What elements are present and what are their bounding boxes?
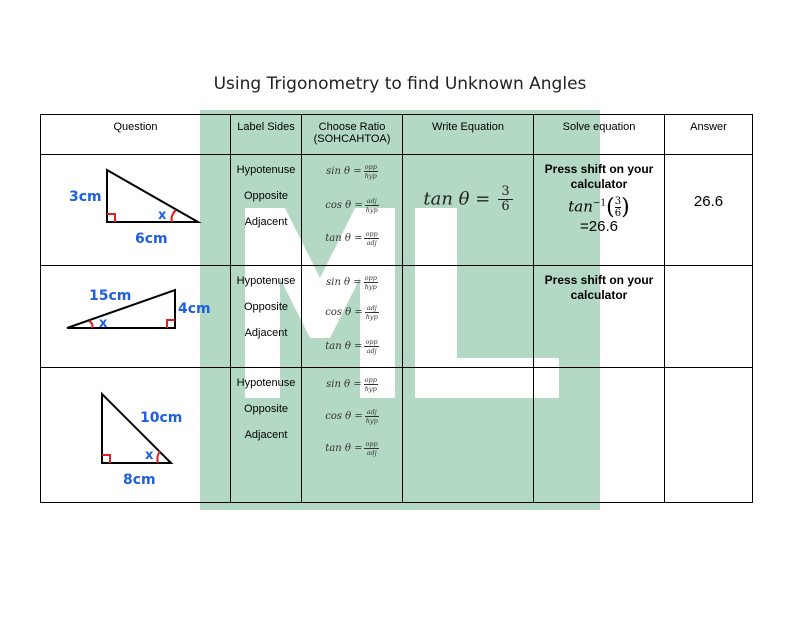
header-choose-ratio-line2: (SOHCAHTOA)	[313, 133, 391, 145]
triangle-3-angle-label: x	[145, 448, 154, 463]
ratio-sin-label: sin θ =	[326, 166, 362, 177]
label-opposite: Opposite	[243, 403, 289, 415]
inverse-fn: tan	[568, 197, 593, 216]
solve-instruction-2: Press shift on your calculator	[544, 273, 654, 302]
ratio-cell-2	[302, 266, 403, 368]
ratio-cos-den: hyp	[365, 313, 378, 321]
triangle-1-side-a: 3cm	[69, 189, 102, 205]
ratio-cos-den: hyp	[365, 417, 378, 425]
ratio-tan-num: opp	[365, 338, 378, 346]
label-opposite: Opposite	[243, 301, 289, 313]
label-adjacent: Adjacent	[244, 216, 288, 228]
equation-cell-2	[403, 266, 534, 368]
label-sides-cell-3	[231, 368, 302, 503]
solve-instruction-1: Press shift on your calculator	[544, 162, 654, 191]
ratio-tan	[302, 440, 402, 457]
ratio-sin-den: hyp	[364, 172, 377, 180]
ratio-cos-label: cos θ =	[325, 200, 363, 211]
question-cell-2	[41, 266, 231, 368]
ratio-tan	[302, 338, 402, 355]
header-row	[41, 115, 753, 155]
ratio-cell-3	[302, 368, 403, 503]
label-opposite: Opposite	[243, 190, 289, 202]
ratio-tan-label: tan θ =	[325, 443, 363, 454]
triangle-3-side-a: 10cm	[140, 410, 183, 426]
triangle-diagram-2	[41, 266, 230, 362]
ratio-sin-den: hyp	[364, 283, 377, 291]
ratio-cos-label: cos θ =	[325, 307, 363, 318]
ratio-sin-den: hyp	[364, 385, 377, 393]
page-title: Using Trigonometry to find Unknown Angles	[213, 74, 587, 94]
inverse-expression: $\tan^{-1}$( $\frac{3}{6}$)	[568, 195, 630, 220]
ratio-tan-den: adj	[366, 449, 377, 457]
triangle-diagram-3	[41, 368, 230, 497]
equation-lhs: tan θ =	[423, 188, 491, 210]
answer-cell-1: 26.6	[665, 155, 753, 266]
ratio-cos-den: hyp	[365, 206, 378, 214]
ratio-sin-num: opp	[364, 376, 377, 384]
answer-cell-2	[665, 266, 753, 368]
ratio-tan-den: adj	[366, 347, 377, 355]
header-question: Question	[41, 115, 231, 155]
label-adjacent: Adjacent	[244, 327, 288, 339]
ratio-cos	[302, 408, 402, 425]
ratio-sin	[302, 274, 402, 291]
inverse-exp: −1	[592, 198, 607, 209]
ratio-cos	[302, 304, 402, 321]
label-sides-cell-2	[231, 266, 302, 368]
header-choose-ratio-line1: Choose Ratio	[318, 121, 386, 133]
table-row	[41, 155, 753, 266]
label-hypotenuse: Hypotenuse	[236, 275, 296, 287]
ratio-tan-num: opp	[365, 440, 378, 448]
equation-cell-3	[403, 368, 534, 503]
triangle-2-angle-label: x	[99, 316, 108, 331]
triangle-1-side-b: 6cm	[135, 231, 168, 247]
ratio-cos-label: cos θ =	[325, 411, 363, 422]
solve-cell-1	[534, 155, 665, 266]
question-cell-3	[41, 368, 231, 503]
header-choose-ratio	[302, 115, 403, 155]
label-hypotenuse: Hypotenuse	[236, 164, 296, 176]
table-row	[41, 266, 753, 368]
table-row	[41, 368, 753, 503]
label-hypotenuse: Hypotenuse	[236, 377, 296, 389]
trig-table	[40, 114, 753, 503]
header-label-sides: Label Sides	[231, 115, 302, 155]
ratio-tan-den: adj	[366, 239, 377, 247]
ratio-tan-label: tan θ =	[325, 233, 363, 244]
ratio-tan-label: tan θ =	[325, 341, 363, 352]
header-answer: Answer	[665, 115, 753, 155]
answer-cell-3	[665, 368, 753, 503]
ratio-sin	[302, 163, 402, 180]
ratio-sin-label: sin θ =	[326, 379, 362, 390]
solve-result-1: =26.6	[580, 218, 618, 235]
triangle-2-side-b: 4cm	[178, 301, 211, 317]
question-cell-1	[41, 155, 231, 266]
triangle-diagram-1	[41, 155, 230, 260]
inverse-num: 3	[614, 196, 622, 207]
ratio-sin-num: opp	[364, 163, 377, 171]
ratio-cell-1	[302, 155, 403, 266]
solve-cell-3	[534, 368, 665, 503]
ratio-tan	[302, 230, 402, 247]
ratio-sin	[302, 376, 402, 393]
header-solve-equation: Solve equation	[534, 115, 665, 155]
equation-den: 6	[501, 199, 510, 214]
triangle-2-side-a: 15cm	[89, 288, 132, 304]
label-adjacent: Adjacent	[244, 429, 288, 441]
equation-cell-1	[403, 155, 534, 266]
ratio-cos-num: adj	[366, 408, 377, 416]
ratio-cos	[302, 197, 402, 214]
inverse-den: 6	[614, 208, 622, 219]
header-write-equation: Write Equation	[403, 115, 534, 155]
triangle-1-angle-label: x	[158, 208, 167, 223]
label-sides-cell-1	[231, 155, 302, 266]
equation-num: 3	[498, 185, 512, 200]
ratio-sin-label: sin θ =	[326, 277, 362, 288]
solve-cell-2	[534, 266, 665, 368]
ratio-sin-num: opp	[364, 274, 377, 282]
ratio-tan-num: opp	[365, 230, 378, 238]
ratio-cos-num: adj	[366, 304, 377, 312]
triangle-3-side-b: 8cm	[123, 472, 156, 488]
ratio-cos-num: adj	[366, 197, 377, 205]
